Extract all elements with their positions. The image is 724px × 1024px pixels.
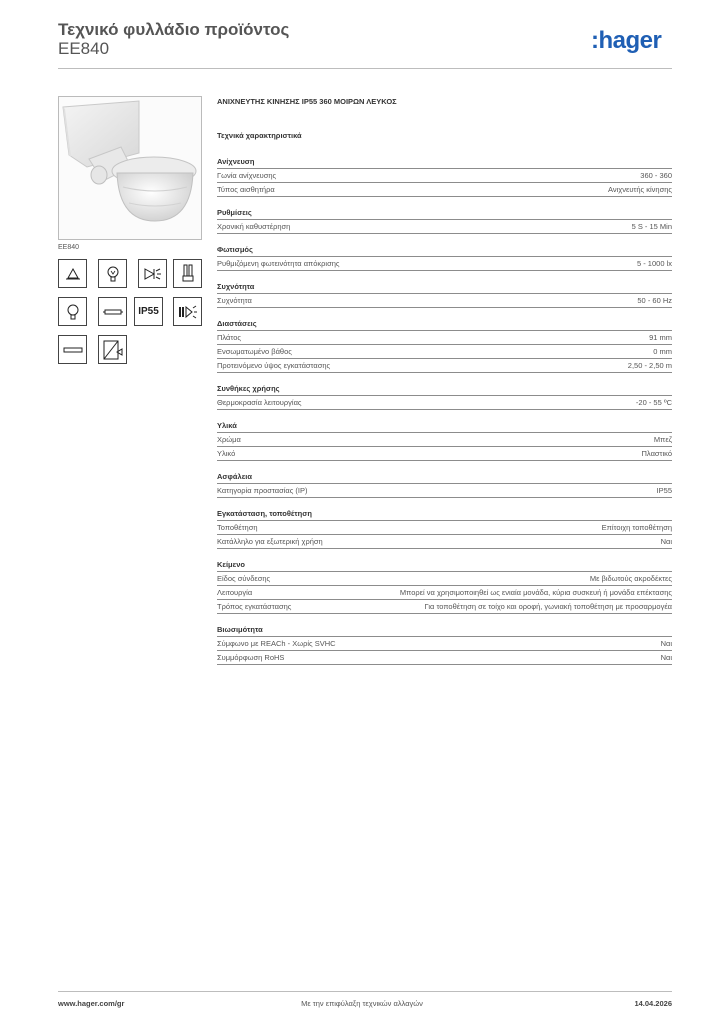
- spec-row: [217, 484, 672, 498]
- section-heading: Ασφάλεια: [217, 472, 672, 484]
- spec-label: Συχνότητα: [217, 296, 252, 305]
- spec-label: Γωνία ανίχνευσης: [217, 171, 277, 180]
- fluorescent-lamp-icon: [173, 259, 202, 288]
- spec-row: [217, 433, 672, 447]
- spec-value: 5 - 1000 lx: [636, 259, 672, 268]
- ip-rating-badge: IP55: [134, 297, 163, 326]
- spec-section: [217, 421, 672, 461]
- spec-label: Πλάτος: [217, 333, 242, 342]
- spec-section: [217, 157, 672, 197]
- ceiling-mount-icon: [58, 259, 87, 288]
- spec-row: [217, 331, 672, 345]
- spec-row: [217, 294, 672, 308]
- spec-row: [217, 220, 672, 234]
- spec-value: Για τοποθέτηση σε τοίχο και οροφή, γωνιακή τοποθέτηση με προσαρμογέα: [424, 602, 672, 611]
- spec-label: Προτεινόμενο ύψος εγκατάστασης: [217, 361, 331, 370]
- spec-label: Χρονική καθυστέρηση: [217, 222, 291, 231]
- footer-date: 14.04.2026: [634, 999, 672, 1008]
- spec-section: [217, 208, 672, 234]
- spec-row: [217, 586, 672, 600]
- specifications-panel: [217, 97, 672, 665]
- spec-section: [217, 282, 672, 308]
- transformer-icon: [98, 335, 127, 364]
- spec-label: Σύμφωνο με REACh - Χωρίς SVHC: [217, 639, 336, 648]
- specs-heading: Τεχνικά χαρακτηριστικά: [217, 131, 302, 140]
- spec-label: Κατηγορία προστασίας (IP): [217, 486, 308, 495]
- section-heading: Ανίχνευση: [217, 157, 672, 169]
- spec-row: [217, 183, 672, 197]
- product-title: ΑΝΙΧΝΕΥΤΗΣ ΚΙΝΗΣΗΣ IP55 360 ΜΟΙΡΩΝ ΛΕΥΚΟΣ: [217, 97, 397, 106]
- spec-value: Ναι: [660, 537, 672, 546]
- spec-value: 91 mm: [649, 333, 672, 342]
- spec-row: [217, 447, 672, 461]
- spec-label: Κατάλληλο για εξωτερική χρήση: [217, 537, 323, 546]
- hager-logo: :hager: [591, 27, 662, 54]
- section-heading: Υλικά: [217, 421, 672, 433]
- spec-label: Τρόπος εγκατάστασης: [217, 602, 292, 611]
- spec-label: Χρώμα: [217, 435, 241, 444]
- image-caption: EE840: [58, 244, 80, 251]
- spec-label: Τοποθέτηση: [217, 523, 258, 532]
- spec-value: Επίτοιχη τοποθέτηση: [601, 523, 672, 532]
- spec-section: [217, 319, 672, 373]
- tube-lamp-icon: [98, 297, 127, 326]
- document-title: Τεχνικό φυλλάδιο προϊόντος: [58, 20, 290, 39]
- spec-section: [217, 384, 672, 410]
- spec-row: [217, 169, 672, 183]
- spec-sections: [217, 157, 672, 665]
- footer-divider: [58, 991, 672, 992]
- section-heading: Συχνότητα: [217, 282, 672, 294]
- spec-value: Ανιχνευτής κίνησης: [608, 185, 672, 194]
- spec-label: Είδος σύνδεσης: [217, 574, 271, 583]
- spec-row: [217, 521, 672, 535]
- bulb-icon: [58, 297, 87, 326]
- motion-sensor-image: [59, 97, 201, 239]
- section-heading: Κείμενο: [217, 560, 672, 572]
- spec-value: Με βιδωτούς ακροδέκτες: [589, 574, 672, 583]
- footer-website: www.hager.com/gr: [58, 999, 125, 1008]
- dimmable-led-icon: [138, 259, 167, 288]
- spec-value: Μπεζ: [653, 435, 672, 444]
- spec-label: Θερμοκρασία λειτουργίας: [217, 398, 302, 407]
- spec-value: 2,50 - 2,50 m: [627, 361, 672, 370]
- spec-value: -20 - 55 ºC: [635, 398, 672, 407]
- spec-row: [217, 535, 672, 549]
- spec-row: [217, 600, 672, 614]
- spec-label: Ενσωματωμένο βάθος: [217, 347, 292, 356]
- section-heading: Φωτισμός: [217, 245, 672, 257]
- spec-section: [217, 245, 672, 271]
- spec-label: Λειτουργία: [217, 588, 253, 597]
- spec-value: 50 - 60 Hz: [637, 296, 672, 305]
- spec-value: Πλαστικό: [641, 449, 672, 458]
- spec-row: [217, 651, 672, 665]
- spec-label: Τύπος αισθητήρα: [217, 185, 275, 194]
- spec-row: [217, 359, 672, 373]
- product-image: [58, 96, 202, 240]
- product-model: EE840: [58, 39, 110, 58]
- header-divider: [58, 68, 672, 69]
- spec-row: [217, 257, 672, 271]
- spec-value: 5 S - 15 Min: [631, 222, 672, 231]
- spec-row: [217, 345, 672, 359]
- footer-notice: Με την επιφύλαξη τεχνικών αλλαγών: [301, 999, 423, 1008]
- section-heading: Βιωσιμότητα: [217, 625, 672, 637]
- section-heading: Ρυθμίσεις: [217, 208, 672, 220]
- spec-value: 0 mm: [653, 347, 672, 356]
- spec-label: Συμμόρφωση RoHS: [217, 653, 285, 662]
- section-heading: Εγκατάσταση, τοποθέτηση: [217, 509, 672, 521]
- spec-section: [217, 625, 672, 665]
- led-driver-icon: [173, 297, 202, 326]
- bulb-filament-icon: [98, 259, 127, 288]
- spec-value: IP55: [656, 486, 672, 495]
- spec-value: Ναι: [660, 639, 672, 648]
- spec-row: [217, 396, 672, 410]
- halogen-tube-icon: [58, 335, 87, 364]
- spec-label: Υλικό: [217, 449, 236, 458]
- spec-row: [217, 637, 672, 651]
- spec-row: [217, 572, 672, 586]
- spec-label: Ρυθμιζόμενη φωτεινότητα απόκρισης: [217, 259, 340, 268]
- spec-section: [217, 560, 672, 614]
- spec-section: [217, 472, 672, 498]
- section-heading: Συνθήκες χρήσης: [217, 384, 672, 396]
- spec-value: 360 - 360: [640, 171, 672, 180]
- spec-value: Μπορεί να χρησιμοποιηθεί ως ενιαία μονάδα, κύρια συσκευή ή μονάδα επέκτασης: [399, 588, 672, 597]
- section-heading: Διαστάσεις: [217, 319, 672, 331]
- spec-section: [217, 509, 672, 549]
- spec-value: Ναι: [660, 653, 672, 662]
